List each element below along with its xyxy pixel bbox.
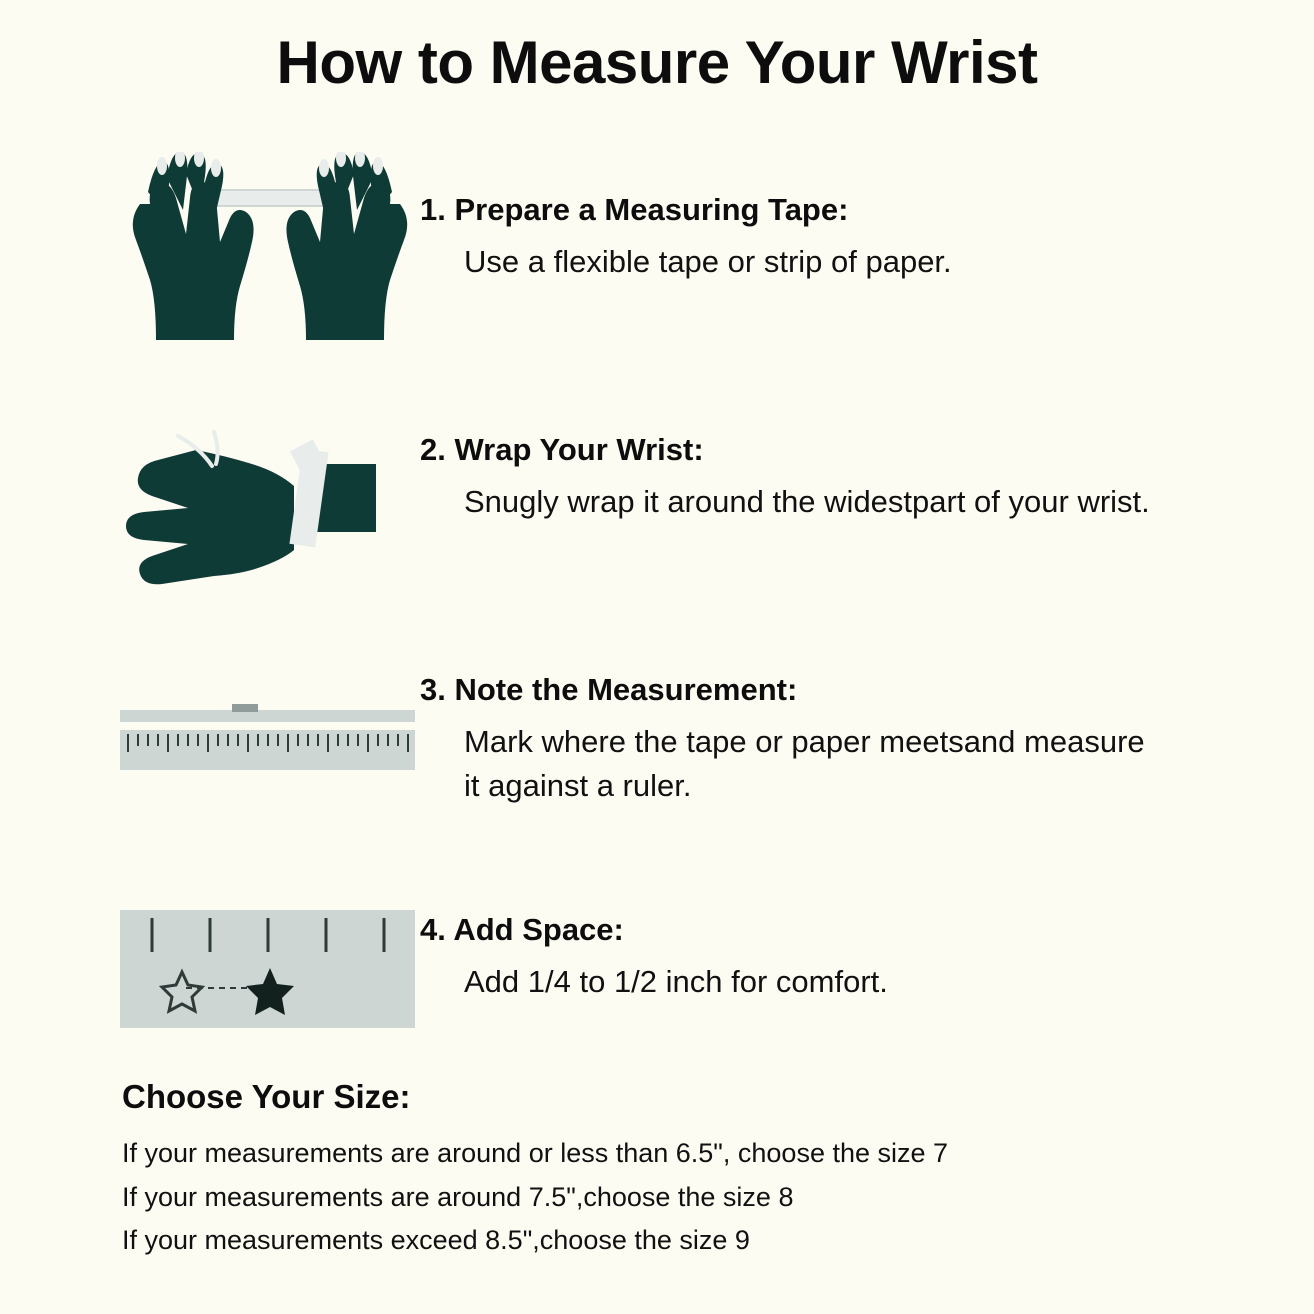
step-text — [420, 380, 1190, 524]
step-heading — [420, 192, 952, 228]
step-text — [420, 620, 1204, 808]
list-item — [0, 140, 1314, 380]
step-heading — [420, 672, 1164, 708]
step-text — [420, 140, 992, 284]
measuring-tape-scale-icon — [0, 620, 420, 860]
step-heading — [420, 912, 888, 948]
step-body: Snugly wrap it around the widestpart of your wrist. — [464, 484, 1150, 519]
step-body: Mark where the tape or paper meetsand measure it against a ruler. — [464, 724, 1145, 804]
step-heading-label: Note the Measurement: — [454, 672, 798, 707]
size-rule-line: If your measurements are around 7.5",choose the size 8 — [122, 1181, 794, 1212]
two-hands-holding-tape-icon — [0, 140, 420, 380]
list-item — [0, 620, 1314, 860]
section-title: Choose Your Size: — [122, 1078, 411, 1115]
step-body: Use a flexible tape or strip of paper. — [464, 244, 952, 279]
steps-list — [0, 140, 1314, 1100]
step-text — [420, 860, 928, 1004]
choose-your-size-section — [122, 1078, 1242, 1263]
step-number: 2. — [420, 432, 446, 467]
page-title: How to Measure Your Wrist — [276, 29, 1038, 96]
list-item — [0, 860, 1314, 1100]
list-item — [0, 380, 1314, 620]
step-number: 4. — [420, 912, 446, 947]
step-heading-label: Prepare a Measuring Tape: — [454, 192, 849, 227]
step-number: 3. — [420, 672, 446, 707]
size-rule-line: If your measurements are around or less than 6.5", choose the size 7 — [122, 1138, 949, 1168]
ruler-with-stars-icon — [0, 860, 420, 1100]
step-heading — [420, 432, 1150, 468]
size-rule-line: If your measurements exceed 8.5",choose the size 9 — [122, 1225, 750, 1256]
step-heading-label: Add Space: — [453, 912, 624, 947]
step-number: 1. — [420, 192, 446, 227]
step-body: Add 1/4 to 1/2 inch for comfort. — [464, 964, 888, 999]
step-heading-label: Wrap Your Wrist: — [454, 432, 704, 467]
hand-with-tape-around-wrist-icon — [0, 380, 420, 620]
